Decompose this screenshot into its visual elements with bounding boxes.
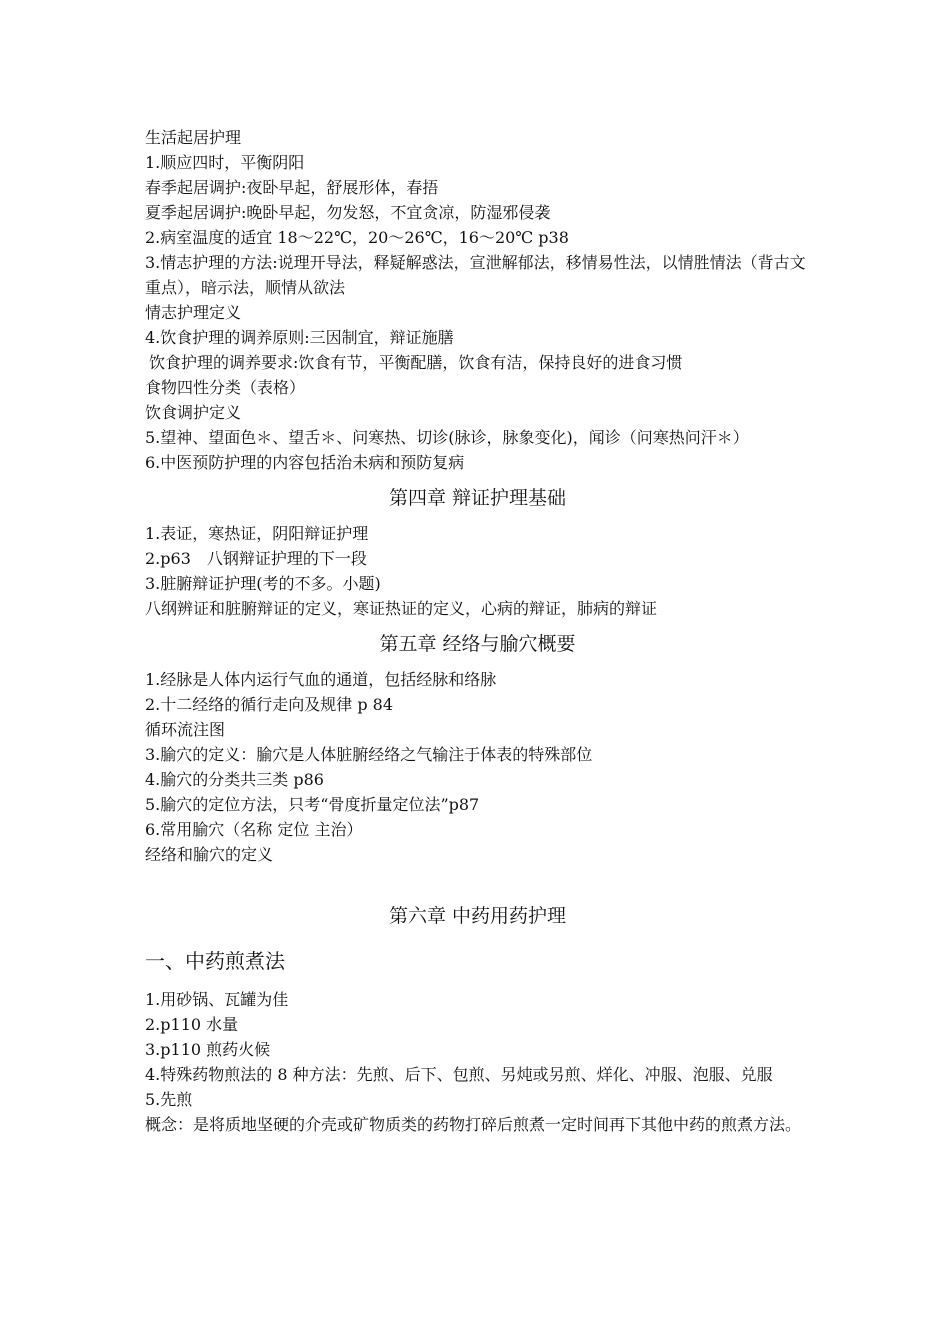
text-line: 4.腧穴的分类共三类 p86 [145,770,324,789]
text-line: 生活起居护理 [145,128,242,147]
text-line: 经络和腧穴的定义 [145,845,274,864]
section-top [145,125,810,475]
document-page [145,125,810,1137]
text-line: 2.病室温度的适宜 18～22℃，20～26℃，16～20℃ p38 [145,228,569,247]
text-line: 5.先煎 [145,1090,193,1109]
text-line: 4.饮食护理的调养原则:三因制宜，辩证施膳 [145,328,454,347]
text-line: 6.常用腧穴（名称 定位 主治） [145,820,363,839]
text-line: 6.中医预防护理的内容包括治未病和预防复病 [145,453,465,472]
text-line: 1.表证，寒热证，阴阳辩证护理 [145,524,369,543]
chapter-5 [145,631,810,867]
text-line: 3.脏腑辩证护理(考的不多。小题) [145,574,381,593]
chapter-4 [145,485,810,621]
text-line: 1.经脉是人体内运行气血的通道，包括经脉和络脉 [145,670,497,689]
text-line: 2.十二经络的循行走向及规律 p 84 [145,695,394,714]
text-line: 4.特殊药物煎法的 8 种方法：先煎、后下、包煎、另炖或另煎、烊化、冲服、泡服、兑服 [145,1065,773,1084]
text-line: 5.腧穴的定位方法，只考“骨度折量定位法”p87 [145,795,480,814]
text-line: 八纲辨证和脏腑辩证的定义，寒证热证的定义，心病的辩证，肺病的辩证 [145,599,658,618]
text-line: 3.p110 煎药火候 [145,1040,271,1059]
text-line: 概念：是将质地坚硬的介壳或矿物质类的药物打碎后煎煮一定时间再下其他中药的煎煮方法。 [145,1115,802,1134]
text-line: 饮食调护定义 [145,403,242,422]
text-line: 2.p63 八钢辩证护理的下一段 [145,549,367,568]
chapter-title: 第五章 经络与腧穴概要 [379,633,576,655]
text-line: 饮食护理的调养要求:饮食有节，平衡配膳，饮食有洁，保持良好的进食习惯 [149,353,683,372]
text-line: 情志护理定义 [145,303,242,322]
section-title: 一、中药煎煮法 [145,949,285,973]
text-line: 食物四性分类（表格） [145,378,306,397]
chapter-6 [145,903,810,1137]
text-line: 5.望神、望面色＊、望舌＊、问寒热、切诊(脉诊，脉象变化)，闻诊（问寒热问汗＊） [145,428,749,447]
text-line: 3.情志护理的方法:说理开导法，释疑解惑法，宣泄解郁法，移情易性法，以情胜情法（背古文重点），暗示法，顺情从欲法 [145,253,806,297]
text-line: 2.p110 水量 [145,1015,239,1034]
chapter-title: 第四章 辩证护理基础 [388,487,567,509]
text-line: 春季起居调护:夜卧早起，舒展形体，春捂 [145,178,439,197]
text-line: 循环流注图 [145,720,226,739]
text-line: 夏季起居调护:晚卧早起，勿发怒，不宜贪凉，防湿邪侵袭 [145,203,551,222]
text-line: 1.用砂锅、瓦罐为佳 [145,990,289,1009]
text-line: 1.顺应四时，平衡阴阳 [145,153,305,172]
text-line: 3.腧穴的定义：腧穴是人体脏腑经络之气输注于体表的特殊部位 [145,745,593,764]
chapter-title: 第六章 中药用药护理 [388,905,567,927]
